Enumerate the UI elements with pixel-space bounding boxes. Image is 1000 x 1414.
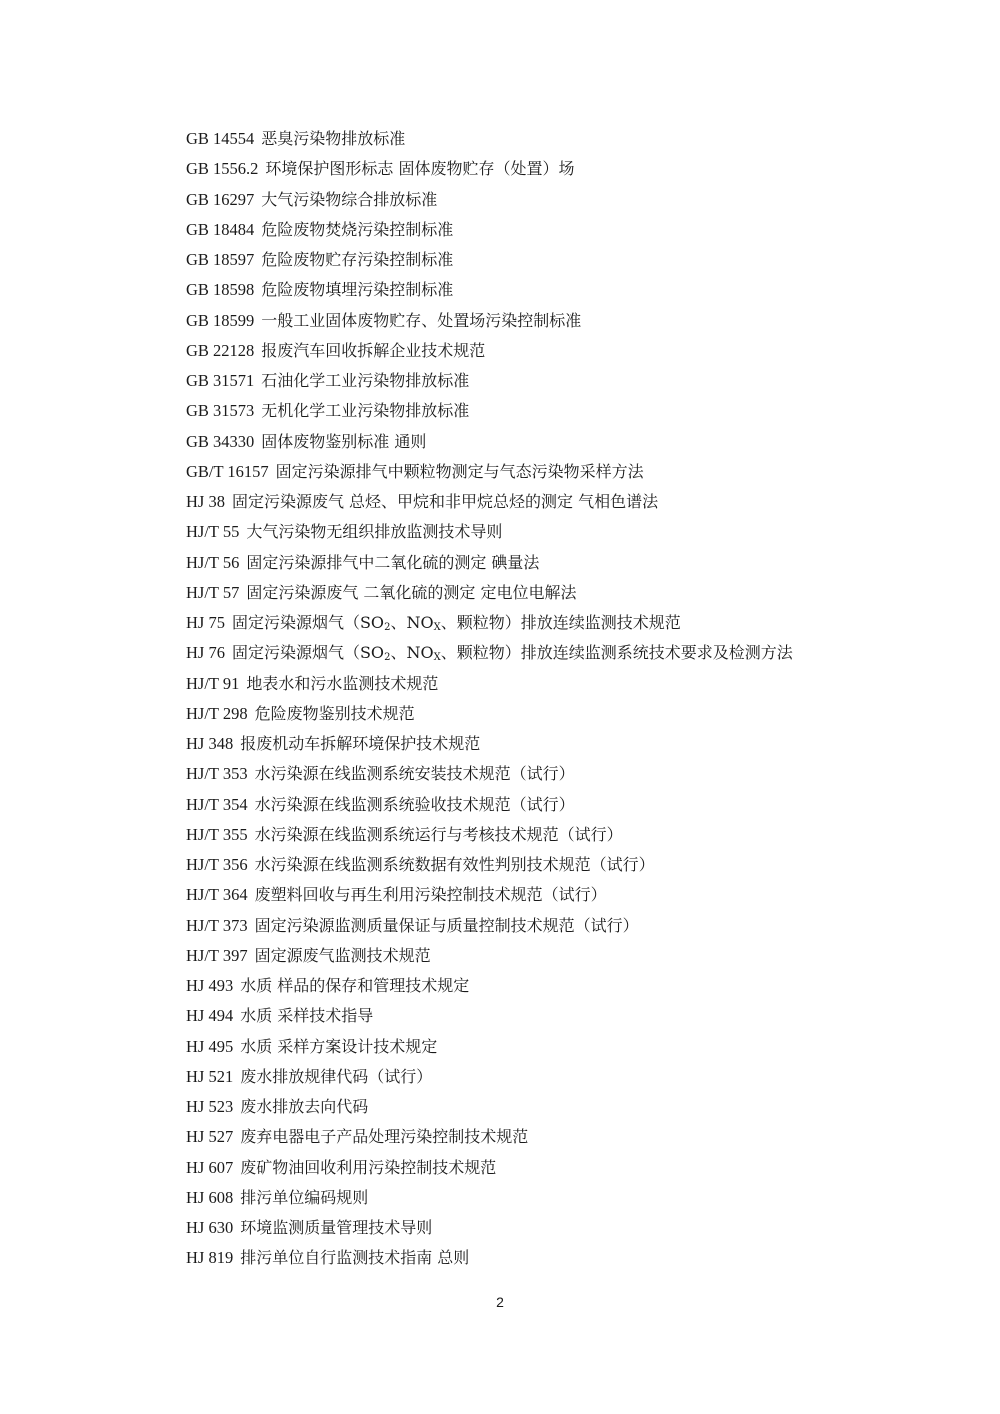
standard-code: HJ/T 56 [186, 552, 240, 572]
standard-item [186, 850, 976, 880]
standard-code: HJ/T 355 [186, 824, 248, 844]
standard-title: 固体废物鉴别标准 通则 [261, 431, 427, 451]
standard-item [186, 729, 976, 759]
standard-title: 排污单位自行监测技术指南 总则 [240, 1248, 470, 1268]
standard-title: 大气污染物综合排放标准 [261, 189, 438, 209]
standard-item [186, 1092, 976, 1122]
standard-item [186, 669, 976, 699]
standard-title: 固定污染源监测质量保证与质量控制技术规范（试行） [254, 915, 639, 935]
standard-code: HJ 819 [186, 1248, 234, 1268]
title-prefix: 固定污染源烟气（SO [231, 643, 385, 663]
standard-item [186, 578, 976, 608]
subscript-2: 2 [384, 622, 391, 633]
standard-code: HJ 523 [186, 1097, 234, 1116]
standard-item [186, 487, 976, 517]
standard-item [186, 1243, 976, 1273]
standard-item [186, 759, 976, 789]
standard-title: 固定污染源排气中颗粒物测定与气态污染物采样方法 [275, 461, 644, 481]
standard-title: 危险废物鉴别技术规范 [254, 703, 415, 723]
standard-title: 固定污染源排气中二氧化硫的测定 碘量法 [246, 552, 540, 572]
subscript-x: X [433, 622, 441, 633]
standard-item [186, 1183, 976, 1213]
standard-code: HJ/T 353 [186, 764, 248, 784]
standard-title: 一般工业固体废物贮存、处置场污染控制标准 [261, 310, 582, 330]
standard-code: GB 31573 [186, 401, 255, 421]
standard-item [186, 517, 976, 547]
page-number: 2 [496, 1294, 504, 1310]
standard-item [186, 154, 976, 184]
standard-item [186, 1213, 976, 1243]
standard-item [186, 185, 976, 215]
standard-item [186, 1001, 976, 1031]
standard-code: GB 31571 [186, 371, 255, 390]
standard-code: HJ 493 [186, 976, 234, 995]
standard-code: HJ 527 [186, 1127, 234, 1147]
standard-item [186, 427, 976, 457]
standard-title: 恶臭污染物排放标准 [261, 129, 406, 148]
standard-code: HJ/T 373 [186, 915, 248, 935]
title-suffix: 、颗粒物）排放连续监测系统技术要求及检测方法 [440, 643, 793, 663]
standard-code: HJ/T 354 [186, 794, 248, 814]
standard-code: HJ/T 397 [186, 945, 248, 965]
standard-code: GB 16297 [186, 189, 255, 209]
standard-title: 废弃电器电子产品处理污染控制技术规范 [240, 1127, 529, 1147]
standard-title: 石油化学工业污染物排放标准 [261, 371, 470, 390]
standard-code: GB 14554 [186, 129, 255, 148]
standard-code: GB 18597 [186, 250, 255, 269]
standard-title: 报废机动车拆解环境保护技术规范 [240, 734, 481, 753]
standard-item [186, 245, 976, 275]
standard-code: HJ 608 [186, 1187, 234, 1207]
standard-title: 固定污染源废气 总烃、甲烷和非甲烷总烃的测定 气相色谱法 [231, 492, 659, 511]
standard-item [186, 275, 976, 305]
standard-code: HJ/T 364 [186, 885, 248, 905]
standard-item [186, 457, 976, 487]
standard-title [232, 643, 793, 662]
standard-title: 废水排放规律代码（试行） [240, 1066, 433, 1086]
standard-title: 固定污染源废气 二氧化硫的测定 定电位电解法 [246, 582, 577, 602]
standard-item [186, 638, 976, 668]
title-mid: 、NO [390, 643, 434, 663]
title-mid: 、NO [390, 613, 434, 632]
standard-title: 固定源废气监测技术规范 [254, 945, 431, 965]
standard-title: 水污染源在线监测系统验收技术规范（试行） [254, 794, 575, 814]
standard-code: HJ 494 [186, 1006, 234, 1026]
standard-code: HJ 495 [186, 1036, 234, 1056]
standard-item [186, 396, 976, 426]
standard-code: HJ 348 [186, 734, 234, 753]
standard-title: 废矿物油回收利用污染控制技术规范 [240, 1157, 497, 1177]
standard-item [186, 215, 976, 245]
standard-code: GB 18599 [186, 310, 255, 330]
standard-item [186, 306, 976, 336]
standard-code: HJ 630 [186, 1218, 234, 1237]
standard-item [186, 548, 976, 578]
standard-item [186, 336, 976, 366]
standard-item [186, 790, 976, 820]
standard-code: GB/T 16157 [186, 461, 269, 481]
standard-title: 水质 采样技术指导 [240, 1006, 374, 1026]
standard-item [186, 941, 976, 971]
standard-title: 危险废物贮存污染控制标准 [261, 250, 454, 269]
standard-item [186, 699, 976, 729]
subscript-x: X [433, 652, 441, 664]
standard-title: 环境保护图形标志 固体废物贮存（处置）场 [265, 159, 575, 179]
standard-title: 废塑料回收与再生利用污染控制技术规范（试行） [254, 885, 607, 905]
standard-item [186, 366, 976, 396]
standard-code: HJ 38 [186, 492, 225, 511]
standard-item [186, 124, 976, 154]
standard-code: GB 18484 [186, 219, 255, 239]
standard-code: HJ/T 55 [186, 522, 240, 542]
standard-title [232, 613, 681, 632]
standard-title: 危险废物焚烧污染控制标准 [261, 219, 454, 239]
standard-code: HJ/T 91 [186, 673, 240, 693]
standard-title: 大气污染物无组织排放监测技术导则 [246, 522, 503, 542]
standard-title: 水污染源在线监测系统安装技术规范（试行） [254, 764, 575, 784]
standard-code: HJ/T 356 [186, 855, 248, 874]
standard-code: HJ 75 [186, 613, 225, 632]
standards-list [186, 124, 976, 1274]
standard-code: HJ/T 298 [186, 703, 248, 723]
standard-title: 危险废物填埋污染控制标准 [261, 280, 454, 300]
standard-title: 环境监测质量管理技术导则 [240, 1218, 433, 1237]
standard-item [186, 1032, 976, 1062]
standard-code: GB 18598 [186, 280, 255, 300]
standard-code: HJ 76 [186, 643, 225, 663]
standard-title: 水质 采样方案设计技术规定 [240, 1036, 438, 1056]
standard-code: HJ/T 57 [186, 582, 240, 602]
standard-code: HJ 521 [186, 1066, 234, 1086]
standard-title: 报废汽车回收拆解企业技术规范 [261, 340, 486, 360]
standard-item [186, 911, 976, 941]
standard-item [186, 880, 976, 910]
standard-title: 废水排放去向代码 [240, 1097, 369, 1116]
standard-item [186, 1122, 976, 1152]
subscript-2: 2 [384, 652, 391, 664]
standard-code: GB 34330 [186, 431, 255, 451]
standard-item [186, 971, 976, 1001]
title-suffix: 、颗粒物）排放连续监测技术规范 [440, 613, 681, 632]
standard-code: GB 22128 [186, 340, 255, 360]
standard-title: 无机化学工业污染物排放标准 [261, 401, 470, 421]
standard-item [186, 1062, 976, 1092]
standard-title: 水污染源在线监测系统运行与考核技术规范（试行） [254, 824, 623, 844]
standard-code: GB 1556.2 [186, 159, 259, 179]
standard-code: HJ 607 [186, 1157, 234, 1177]
standard-title: 水污染源在线监测系统数据有效性判别技术规范（试行） [254, 855, 655, 874]
standard-item [186, 1153, 976, 1183]
standard-title: 地表水和污水监测技术规范 [246, 673, 439, 693]
standard-item [186, 608, 976, 638]
standard-title: 排污单位编码规则 [240, 1187, 369, 1207]
standard-item [186, 820, 976, 850]
standard-title: 水质 样品的保存和管理技术规定 [240, 976, 470, 995]
title-prefix: 固定污染源烟气（SO [231, 613, 385, 632]
